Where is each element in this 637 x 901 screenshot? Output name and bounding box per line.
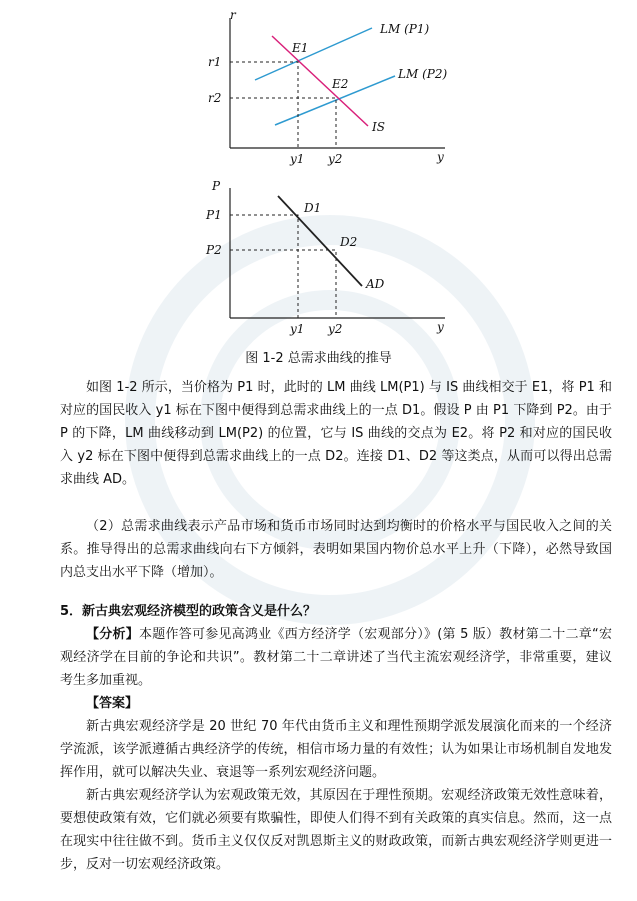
- label-y1-bottom: y1: [290, 322, 305, 336]
- paragraph-ad-meaning: （2）总需求曲线表示产品市场和货币市场同时达到均衡时的价格水平与国民收入之间的关系。推导得出的总需求曲线向右下方倾斜，表明如果国内物价总水平上升（下降），必然导致国内总支出水平下降（增加）。: [60, 519, 612, 580]
- answer-paragraph-1: 新古典宏观经济学是 20 世纪 70 年代由货币主义和理性预期学派发展演化而来的一个经济学流派，该学派遵循古典经济学的传统，相信市场力量的有效性；认为如果让市场机制自发地发挥作用，就可以解决失业、衰退等一系列宏观经济问题。: [60, 719, 612, 780]
- label-p2: P2: [206, 243, 222, 257]
- analysis-tag: 【分析】: [86, 627, 139, 642]
- analysis-block: [60, 623, 612, 692]
- analysis-text: 本题作答可参见高鸿业《西方经济学（宏观部分）》(第 5 版）教材第二十二章“宏观经济学在目前的争论和共识”。教材第二十二章讲述了当代主流宏观经济学，非常重要，建议考生多加重视。: [60, 627, 612, 688]
- y-axis-label: r: [230, 8, 236, 22]
- d1-guides: [230, 215, 298, 318]
- x-axis-label: y: [437, 150, 444, 164]
- label-y2: y2: [328, 152, 343, 166]
- answer-tag: 【答案】: [86, 696, 139, 711]
- paragraph-derivation: 如图 1-2 所示，当价格为 P1 时，此时的 LM 曲线 LM(P1) 与 IS 曲线相交于 E1，将 P1 和对应的国民收入 y1 标在下图中便得到总需求曲线上的一点 D1。假设 P 由 P1 下降到 P2。由于 P 的下降，LM 曲线移动到 LM(P2) 的位置，它与 IS 曲线的交点为 E2。将 P2 和对应的国民收入 y2 标在下图中便得到总需求曲线上的一点 D2。连接 D1、D2 等这类点，从而可以得出总需求曲线 AD。: [60, 380, 612, 487]
- answer-tag-line: [60, 692, 612, 715]
- label-y2-bottom: y2: [328, 322, 343, 336]
- d2-guides: [230, 250, 336, 318]
- is-curve: [272, 36, 368, 126]
- label-d2: D2: [340, 235, 358, 249]
- label-e1: E1: [292, 41, 309, 55]
- label-lm-p1: LM (P1): [380, 22, 430, 36]
- label-e2: E2: [332, 77, 349, 91]
- figure-caption: 图 1-2 总需求曲线的推导: [245, 351, 392, 366]
- label-lm-p2: LM (P2): [398, 67, 448, 81]
- label-r2: r2: [208, 91, 222, 105]
- x-axis-label-bottom: y: [437, 320, 444, 334]
- label-y1: y1: [290, 152, 305, 166]
- is-lm-diagram: [190, 8, 460, 166]
- p-axis-label: P: [212, 179, 221, 193]
- label-d1: D1: [304, 201, 322, 215]
- e1-guides: [230, 62, 298, 148]
- e2-guides: [230, 98, 336, 148]
- label-is: IS: [372, 120, 385, 134]
- label-r1: r1: [208, 55, 222, 69]
- label-p1: P1: [206, 208, 222, 222]
- question-5: [60, 600, 612, 623]
- answer-paragraph-2: 新古典宏观经济学认为宏观政策无效，其原因在于理性预期。宏观经济政策无效性意味着，要想使政策有效，它们就必须要有欺骗性，即使人们得不到有关政策的真实信息。然而，这一点在现实中往往做不到。货币主义仅仅反对凯恩斯主义的财政政策，而新古典宏观经济学则更进一步，反对一切宏观经济政策。: [60, 788, 612, 872]
- label-ad: AD: [366, 277, 385, 291]
- ad-diagram: [190, 178, 460, 336]
- question-5-text: 5．新古典宏观经济模型的政策含义是什么？: [60, 604, 317, 619]
